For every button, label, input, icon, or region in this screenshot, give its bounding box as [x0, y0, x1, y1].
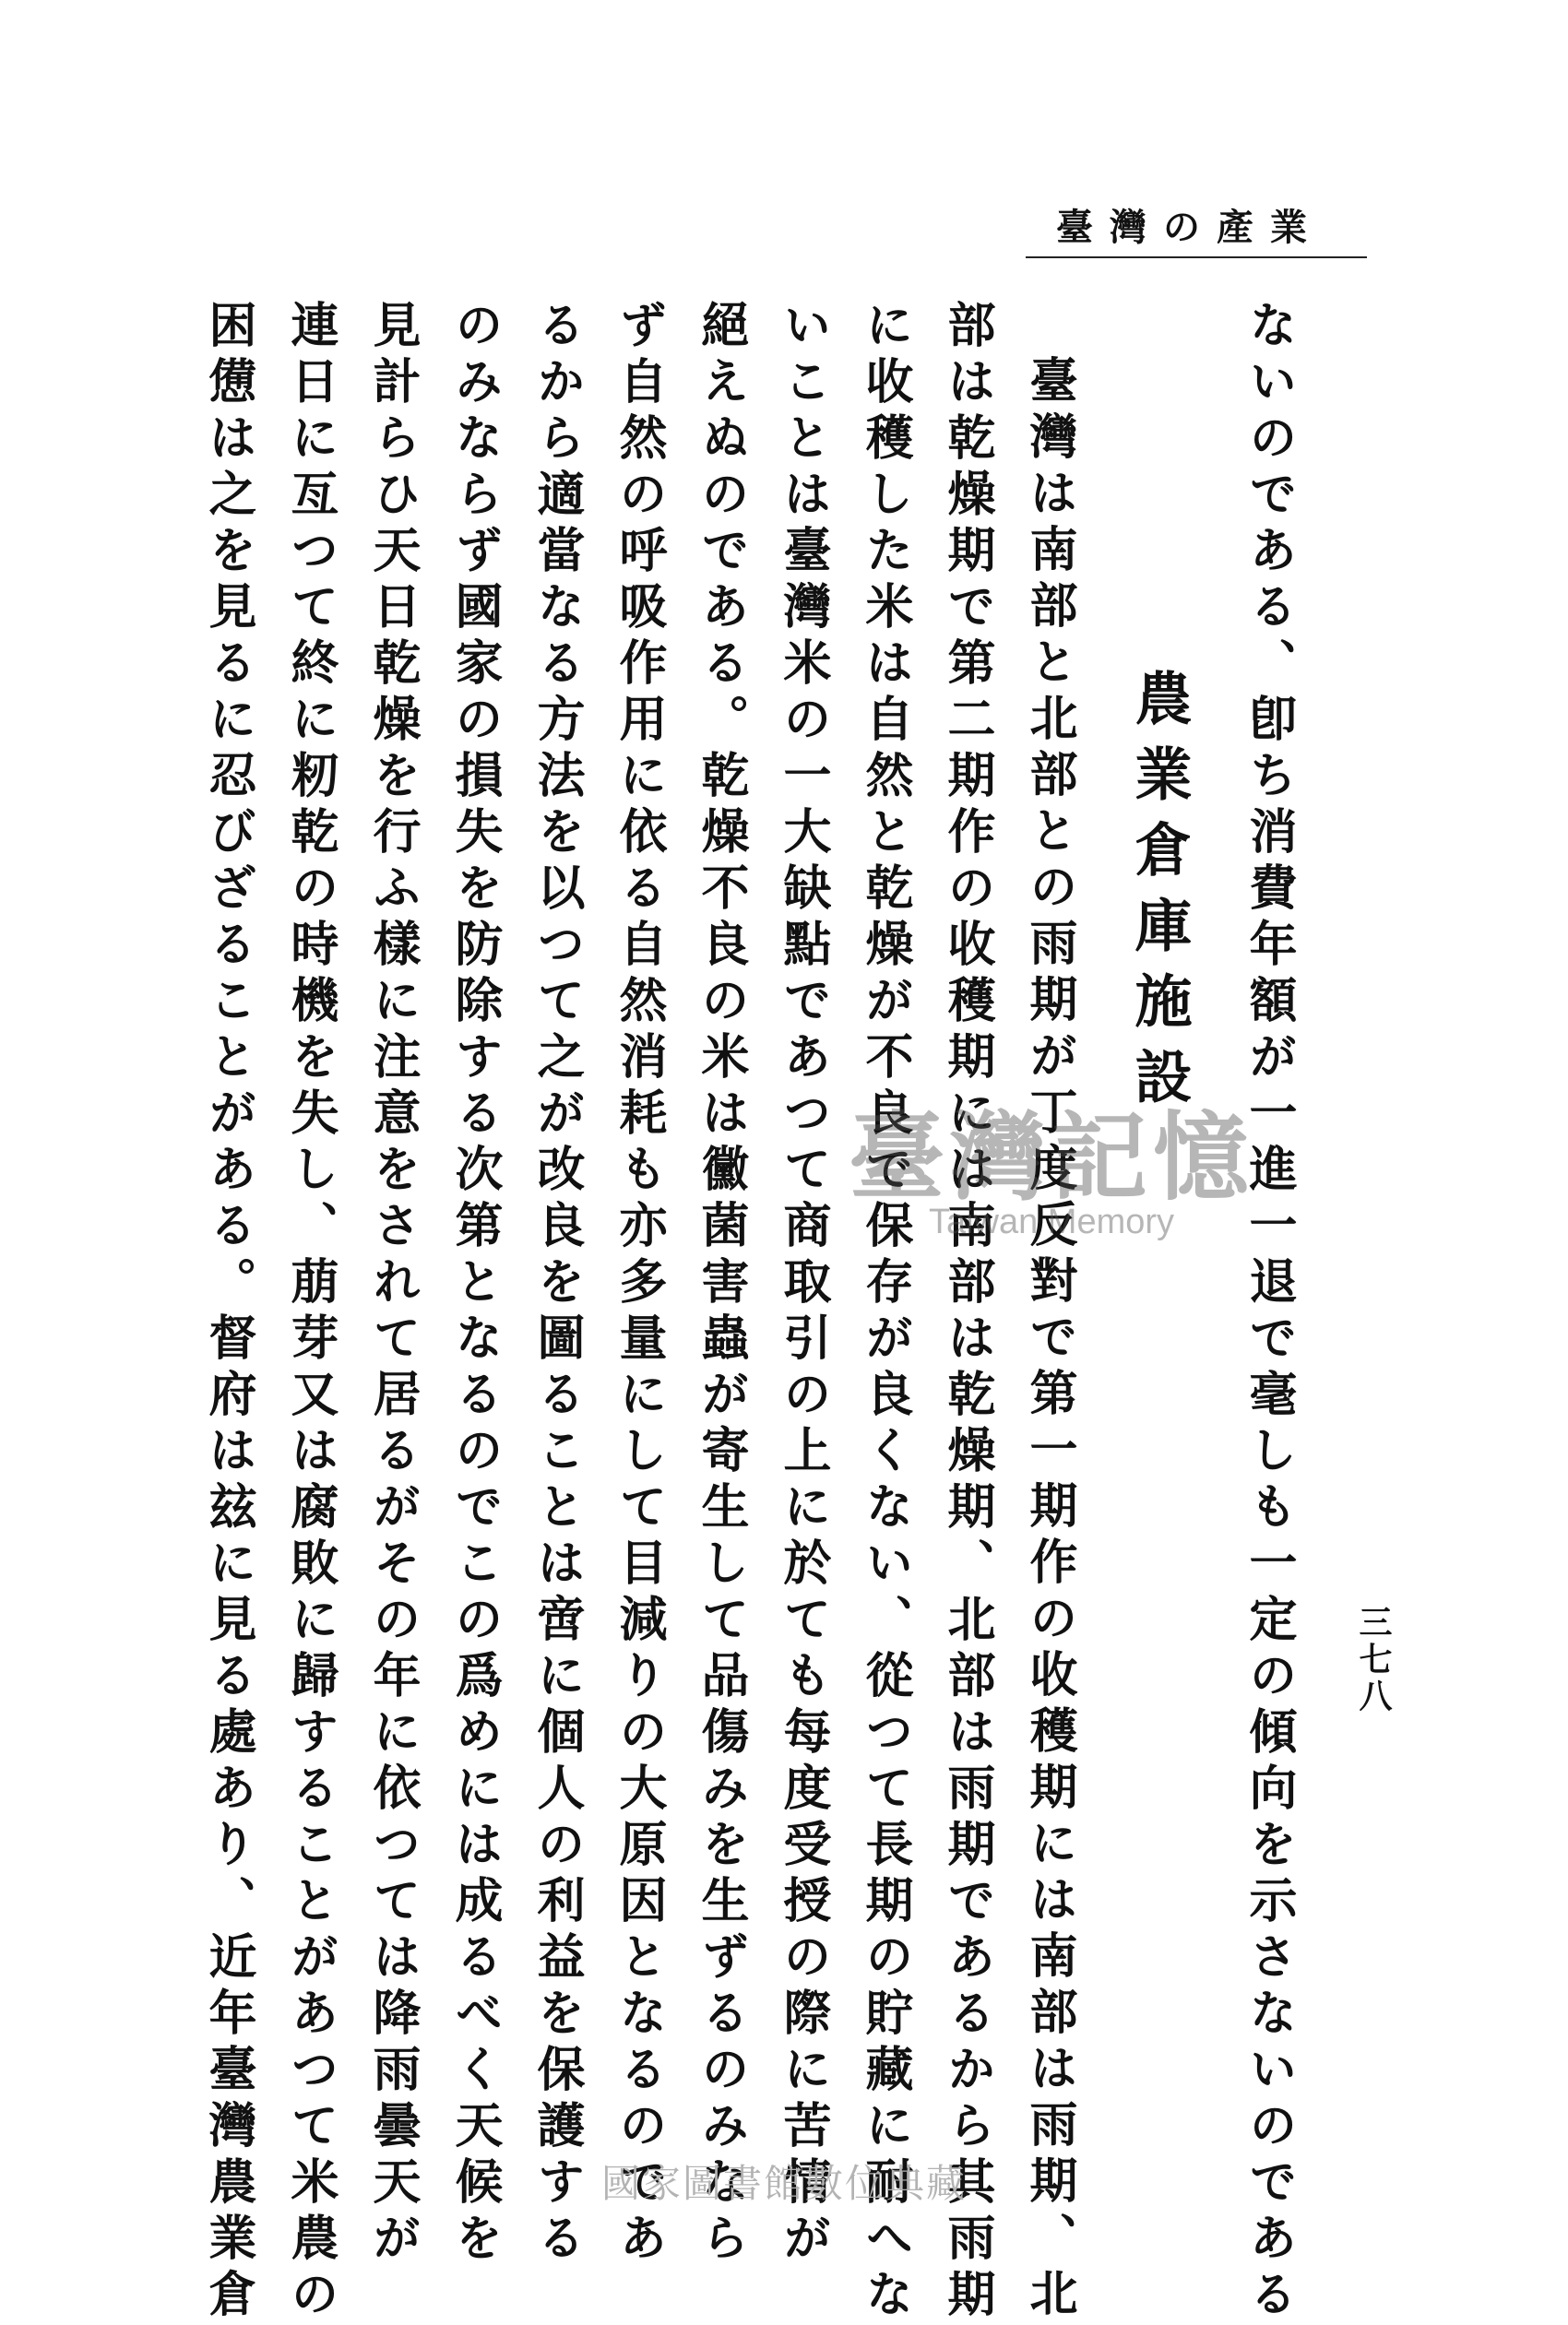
watermark-logo-text: 臺灣記憶 [849, 1101, 1255, 1214]
running-header: 臺灣の產業 [1056, 207, 1324, 249]
text-column: のみならず國家の損失を防除する次第となるのでこの爲めには成るべく天候を [446, 300, 503, 2269]
text-column: ず自然の呼吸作用に依る自然消耗も亦多量にして目減りの大原因となるのであ [611, 300, 667, 2269]
watermark-subtitle: Taiwan Memory [928, 1203, 1175, 1241]
text-column: に收穫した米は自然と乾燥が不良で保存が良くない、從つて長期の貯藏に耐へな [857, 300, 913, 2325]
text-column: るから適當なる方法を以つて之が改良を圖ることは啻に個人の利益を保護する [529, 300, 585, 2269]
header-rule [1026, 256, 1367, 258]
text-column: 見計らひ天日乾燥を行ふ樣に注意をされて居るがその年に依つては降雨曇天が [364, 300, 421, 2269]
text-column: 困憊は之を見るに忍びざることがある。督府は玆に見る處あり、近年臺灣農業倉 [200, 300, 256, 2325]
footer-credit: 國家圖書館數位典藏 [600, 2161, 967, 2206]
section-title: 農業倉庫施設 [1125, 669, 1193, 1122]
text-column: 部は乾燥期で第二期作の收穫期には南部は乾燥期、北部は雨期であるから其雨期 [939, 300, 995, 2325]
text-column: 連日に亙つて終に籾乾の時機を失し、萠芽又は腐敗に歸することがあつて米農の [282, 300, 339, 2325]
text-column: いことは臺灣米の一大缺點であつて商取引の上に於ても每度受授の際に苦情が [775, 300, 831, 2269]
page-number: 三七八 [1354, 1605, 1393, 1715]
text-column: 臺灣は南部と北部との雨期が丁度反對で第一期作の收穫期には南部は雨期、北 [1021, 355, 1077, 2324]
text-column: ないのである、卽ち消費年額が一進一退で毫しも一定の傾向を示さないのである [1241, 300, 1297, 2325]
text-column: 絕えぬのである。乾燥不良の米は黴菌害蟲が寄生して品傷みを生ずるのみなら [693, 300, 749, 2269]
